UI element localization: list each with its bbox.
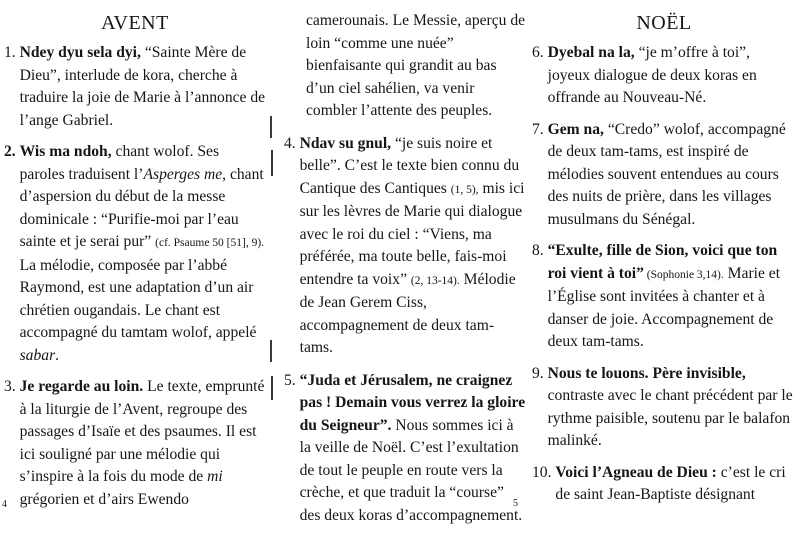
track-entry-10 [532, 462, 796, 507]
track-description: La mélodie, composée par l’abbé Raymond, est une adaptation d’un air chrétien ougandais. Le chant est accompagné du tamtam wolof, appelé [19, 256, 257, 341]
fold-mark [270, 340, 272, 362]
track-description: “Credo” wolof, accompagné de deux tam-tams, est inspiré de mélodies souvent entendues au cours des nuits de prière, dans les villages musulmans du Sénégal. [547, 120, 786, 228]
track-description: “je suis noire et belle”. C’est le texte bien connu du Cantique des Cantiques [299, 134, 520, 197]
track-number: 7. [532, 120, 544, 138]
scripture-reference: (2, 13-14). [410, 274, 460, 287]
track-entry-8 [532, 240, 796, 354]
track-description: Nous sommes ici à la veille de Noël. C’est l’exultation de tout le peuple en route vers la crèche, et que traduit la “course” des deux koras d’accompagnement. [299, 416, 523, 524]
scripture-reference: (cf. Psaume 50 [51], 9). [155, 237, 265, 249]
track-description: Marie et l’Église sont invitées à chanter et à danser de joie. Accompagnement de deux tam-tams. [547, 264, 781, 350]
scripture-reference: (Sophonie 3,14). [643, 268, 724, 281]
track-description: grégorien et d’airs Ewendo [19, 490, 189, 508]
noel-column [532, 0, 796, 516]
track-title: Wis ma ndoh, [19, 143, 112, 160]
track-number: 6. [532, 44, 544, 61]
track-title: “Exulte, fille de Sion, voici que ton roi vient à toi” [547, 242, 778, 282]
track-description: , chant d’aspersion du début de la messe dominicale : “Purifie-moi par l’eau sainte et je serai pur” [19, 165, 264, 250]
track-title: Voici l’Agneau de Dieu : [555, 463, 717, 481]
track-entry-6 [532, 42, 796, 110]
track-description: Le texte, emprunté à la liturgie de l’Avent, regroupe des passages d’Isaïe et des psaumes. Il est ici souligné par une mélodie qui s’inspire à la fois du mode de [19, 378, 265, 485]
track-description: c’est le cri de saint Jean-Baptiste désignant [555, 463, 786, 503]
track-entry-9 [532, 363, 796, 453]
avent-column [4, 0, 266, 520]
track-entry-7 [532, 119, 796, 232]
track-title: Gem na, [547, 120, 604, 138]
page-number-left: 4 [2, 499, 7, 510]
track-number: 5. [284, 371, 296, 389]
track-title: Dyebal na la, [547, 44, 635, 61]
track-title: Ndey dyu sela dyi, [19, 44, 141, 61]
track-number: 2. [4, 143, 16, 160]
track-entry-2: 2. Wis ma ndoh, chant wolof. Ses paroles traduisent l’Asperges me, chant d’aspersion du début de la messe dominicale : “Purifie-moi par l’eau sainte et je serai pur” (cf. Psaume 50 [51], 9). La mélodie, composée par l’abbé Raymond, est une adaptation d’un air chrétien ougandais. Le chant est accompagné du tamtam wolof, appelé sabar. [4, 141, 266, 367]
track-description: chant wolof. Ses paroles traduisent l’ [19, 143, 220, 183]
track-description: “Sainte Mère de Dieu”, interlude de kora, cherche à traduire la joie de Marie à l’annonce de l’ange Gabriel. [19, 44, 266, 129]
track-entry-5 [284, 370, 526, 528]
track-title: Je regarde au loin. [19, 378, 144, 395]
track-entry-1 [4, 42, 266, 132]
page-number-right: 5 [513, 498, 518, 509]
track-title: Nous te louons. Père invisible, [547, 364, 746, 382]
fold-mark [271, 376, 273, 400]
track-number: 10. [532, 463, 552, 481]
track-description: mis ici sur les lèvres de Marie qui dialogue avec le roi du ciel : “Viens, ma préférée, ma toute belle, fais-moi entendre ta voix” [299, 179, 525, 288]
fold-mark [271, 150, 273, 176]
avent-continued-column [284, 0, 526, 536]
track-number: 8. [532, 242, 544, 259]
avent-heading: AVENT [101, 12, 169, 34]
scripture-reference: (1, 5), [450, 183, 479, 196]
track-title: Ndav su gnul, [299, 134, 392, 152]
track-number: 4. [284, 134, 296, 152]
track-number: 1. [4, 44, 16, 61]
track-number: 3. [4, 378, 16, 395]
track-entry-3 [4, 376, 266, 511]
track-number: 9. [532, 364, 544, 382]
mode-name: mi [207, 468, 223, 485]
track-title: “Juda et Jérusalem, ne craignez pas ! Demain vous verrez la gloire du Seigneur”. [299, 371, 526, 434]
instrument-name: sabar [19, 346, 56, 364]
track-description: contraste avec le chant précédent par le rythme paisible, soutenu par le balafon malinké. [547, 387, 793, 449]
track-description: “je m’offre à toi”, joyeux dialogue de deux koras en offrande au Nouveau-Né. [547, 44, 757, 106]
track-description: Mélodie de Jean Gerem Ciss, accompagnement de deux tam-tams. [299, 270, 516, 356]
fold-mark [270, 116, 272, 138]
track-3-continuation: camerounais. Le Messie, aperçu de loin “comme une nuée” bienfaisante qui grandit au bas d’un ciel sahélien, va venir combler l’attente des peuples. [306, 12, 526, 119]
track-entry-4 [284, 133, 526, 360]
noel-heading: NOËL [636, 12, 692, 34]
latin-title: Asperges me [143, 165, 223, 183]
